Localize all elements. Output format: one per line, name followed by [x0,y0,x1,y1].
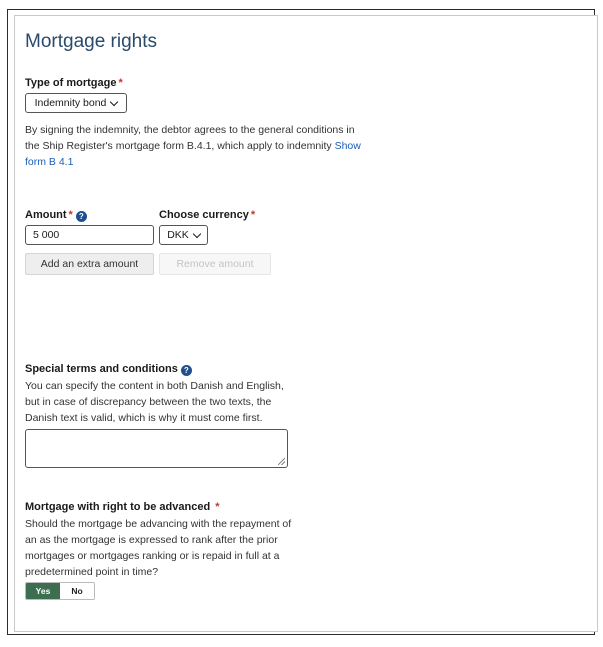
advance-label: Mortgage with right to be advanced * [25,501,220,513]
type-of-mortgage-select[interactable] [25,93,127,113]
currency-label: Choose currency * [159,209,256,221]
advance-description: Should the mortgage be advancing with the repayment of an as the mortgage is expressed to rank after the prior mortgages or mortgages ranking or is repaid in full at a predetermined point in time? [25,518,292,578]
type-of-mortgage-description: By signing the indemnity, the debtor agrees to the general conditions in the Ship Register's mortgage form B.4.1, which apply to indemnity Show form B 4.1 [25,124,361,168]
advance-yes-option[interactable]: Yes [26,583,60,599]
add-extra-amount-button[interactable]: Add an extra amount [25,253,154,275]
special-terms-description: You can specify the content in both Danish and English, but in case of discrepancy between the two texts, the Danish text is valid, which is why it must come first. [25,380,284,424]
chevron-down-icon [110,97,118,105]
show-form-link[interactable]: Show form B 4.1 [25,140,361,168]
question-circle-icon[interactable]: ? [76,211,87,222]
currency-select[interactable] [159,225,208,245]
remove-amount-button[interactable]: Remove amount [159,253,271,275]
advance-no-option[interactable]: No [60,583,94,599]
chevron-down-icon [193,229,201,237]
question-circle-icon[interactable]: ? [181,365,192,376]
amount-input[interactable]: 5 000 [25,225,154,245]
currency-value: DKK [167,229,189,241]
resize-handle-icon[interactable] [278,458,285,465]
section-title: Mortgage rights [25,31,158,52]
type-of-mortgage-label: Type of mortgage * [25,77,123,89]
special-terms-label: Special terms and conditions ? [25,363,192,376]
special-terms-textarea[interactable] [25,429,288,468]
advance-toggle[interactable] [25,582,95,600]
amount-label: Amount * ? [25,209,87,222]
type-of-mortgage-value: Indemnity bond [34,97,107,109]
